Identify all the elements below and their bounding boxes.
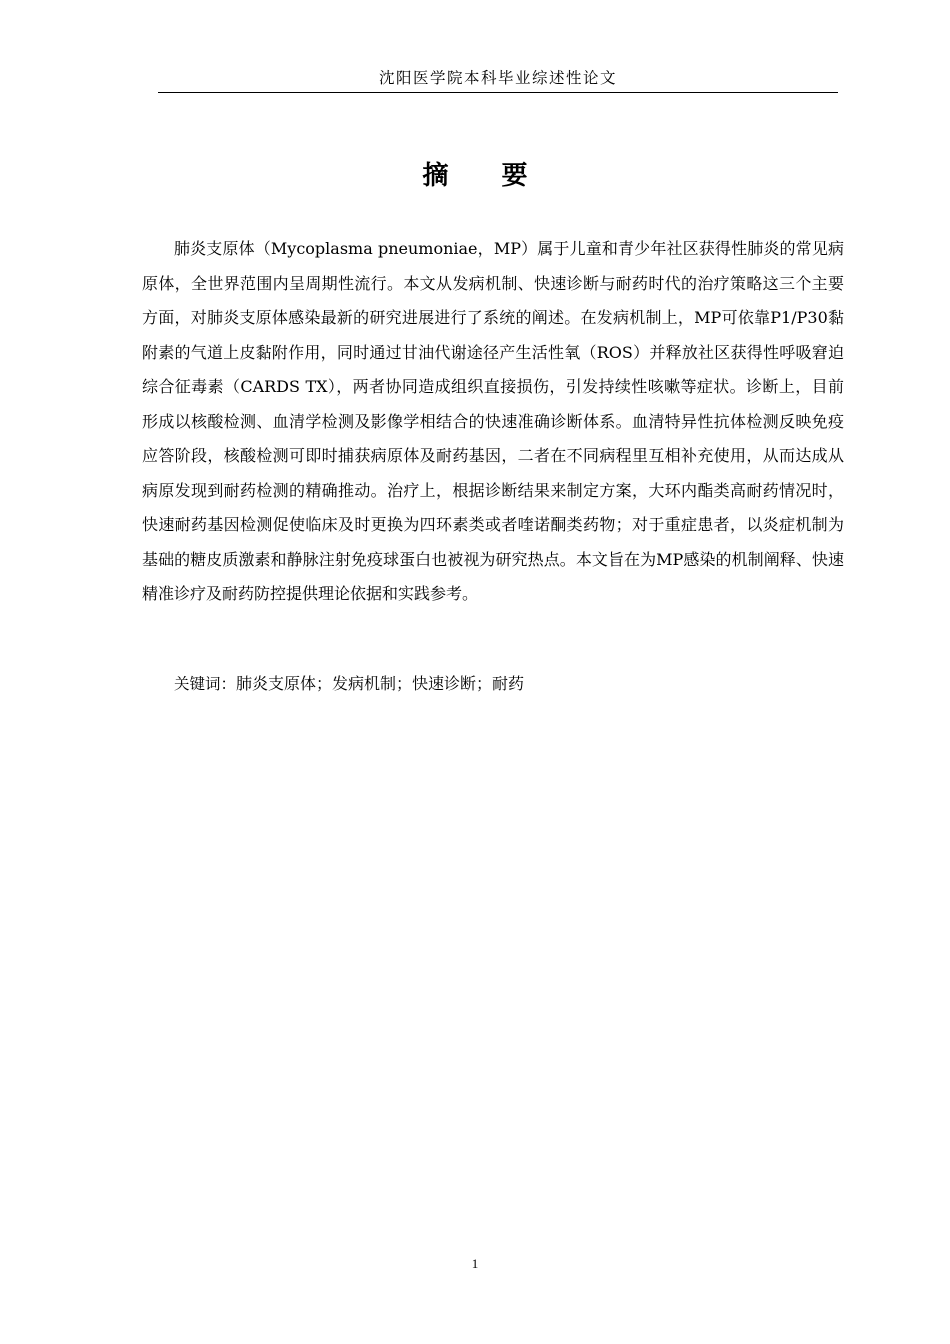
running-header <box>158 66 838 93</box>
running-header-title: 沈阳医学院本科毕业综述性论文 <box>378 69 617 87</box>
keywords-label: 关键词： <box>174 675 237 693</box>
abstract-body: 肺炎支原体（Mycoplasma pneumoniae，MP）属于儿童和青少年社区获得性肺炎的常见病原体，全世界范围内呈周期性流行。本文从发病机制、快速诊断与耐药时代的治疗策略这三个主要方面，对肺炎支原体感染最新的研究进展进行了系统的阐述。在发病机制上，MP可依靠P1/P30黏附素的气道上皮黏附作用，同时通过甘油代谢途径产生活性氧（ROS）并释放社区获得性呼吸窘迫综合征毒素（CARDS TX），两者协同造成组织直接损伤，引发持续性咳嗽等症状。诊断上，目前形成以核酸检测、血清学检测及影像学相结合的快速准确诊断体系。血清特异性抗体检测反映免疫应答阶段，核酸检测可即时捕获病原体及耐药基因，二者在不同病程里互相补充使用，从而达成从病原发现到耐药检测的精确推动。治疗上，根据诊断结果来制定方案，大环内酯类高耐药情况时，快速耐药基因检测促使临床及时更换为四环素类或者喹诺酮类药物；对于重症患者，以炎症机制为基础的糖皮质激素和静脉注射免疫球蛋白也被视为研究热点。本文旨在为MP感染的机制阐释、快速精准诊疗及耐药防控提供理论依据和实践参考。 <box>142 239 844 603</box>
abstract-heading: 摘 要 <box>422 161 550 191</box>
keywords-line <box>142 667 844 702</box>
page-number: 1 <box>471 1256 479 1271</box>
keywords-value: 肺炎支原体；发病机制；快速诊断；耐药 <box>236 674 525 693</box>
